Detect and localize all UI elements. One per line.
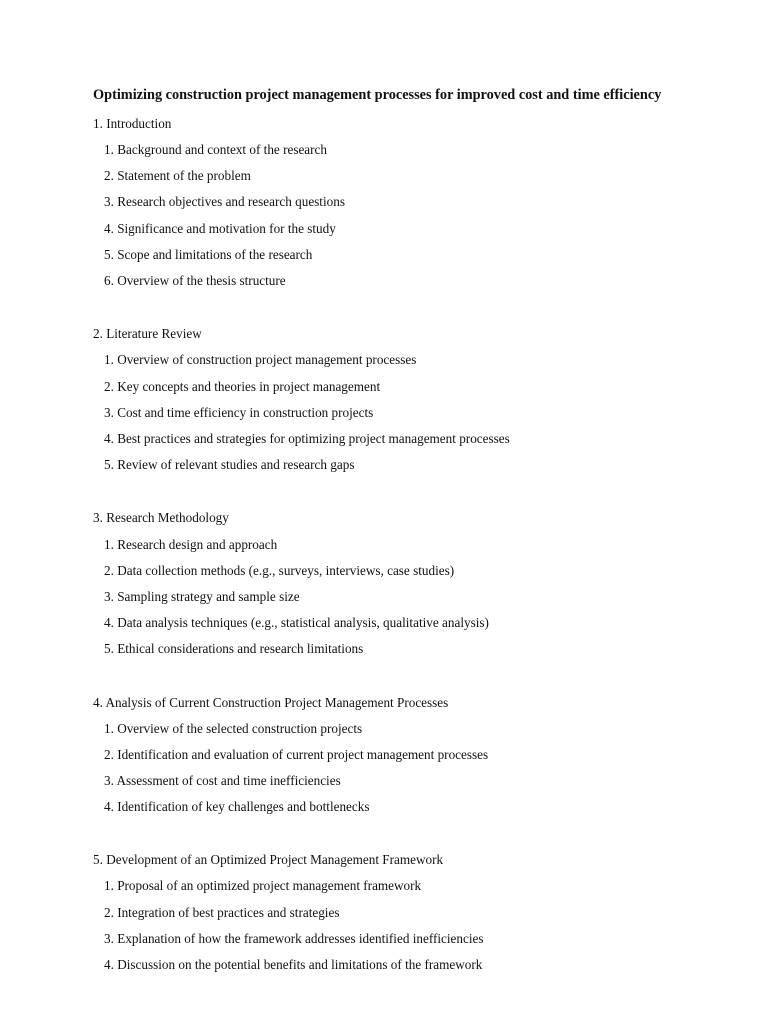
list-item: 2. Key concepts and theories in project management bbox=[104, 379, 381, 394]
list-item: 4. Identification of key challenges and bottlenecks bbox=[104, 799, 370, 814]
section-heading-research-methodology: 3. Research Methodology bbox=[93, 510, 229, 525]
list-item: 4. Significance and motivation for the study bbox=[104, 221, 336, 236]
document-title: Optimizing construction project management processes for improved cost and time efficiency bbox=[93, 87, 662, 103]
list-item: 5. Ethical considerations and research limitations bbox=[104, 641, 364, 656]
list-item: 4. Best practices and strategies for optimizing project management processes bbox=[104, 431, 510, 446]
list-item: 4. Data analysis techniques (e.g., statistical analysis, qualitative analysis) bbox=[104, 615, 489, 630]
section-heading-analysis: 4. Analysis of Current Construction Project Management Processes bbox=[93, 695, 449, 710]
list-item: 6. Overview of the thesis structure bbox=[104, 273, 286, 288]
list-item: 2. Statement of the problem bbox=[104, 168, 251, 183]
list-item: 3. Research objectives and research questions bbox=[104, 194, 345, 209]
section-heading-literature-review: 2. Literature Review bbox=[93, 326, 202, 341]
section-heading-framework: 5. Development of an Optimized Project Management Framework bbox=[93, 852, 444, 867]
list-item: 2. Integration of best practices and strategies bbox=[104, 905, 340, 920]
list-item: 5. Scope and limitations of the research bbox=[104, 247, 313, 262]
list-item: 1. Research design and approach bbox=[104, 537, 278, 552]
list-item: 1. Overview of the selected construction projects bbox=[104, 721, 363, 736]
list-item: 3. Explanation of how the framework addresses identified inefficiencies bbox=[104, 931, 484, 946]
list-item: 4. Discussion on the potential benefits and limitations of the framework bbox=[104, 957, 483, 972]
list-item: 1. Overview of construction project management processes bbox=[104, 352, 417, 367]
section-heading-introduction: 1. Introduction bbox=[93, 116, 172, 131]
list-item: 1. Background and context of the research bbox=[104, 142, 328, 157]
list-item: 1. Proposal of an optimized project management framework bbox=[104, 878, 422, 893]
list-item: 2. Data collection methods (e.g., surveys, interviews, case studies) bbox=[104, 563, 455, 578]
list-item: 3. Assessment of cost and time inefficiencies bbox=[104, 773, 341, 788]
list-item: 3. Sampling strategy and sample size bbox=[104, 589, 300, 604]
list-item: 3. Cost and time efficiency in construction projects bbox=[104, 405, 374, 420]
list-item: 2. Identification and evaluation of current project management processes bbox=[104, 747, 489, 762]
list-item: 5. Review of relevant studies and research gaps bbox=[104, 457, 355, 472]
